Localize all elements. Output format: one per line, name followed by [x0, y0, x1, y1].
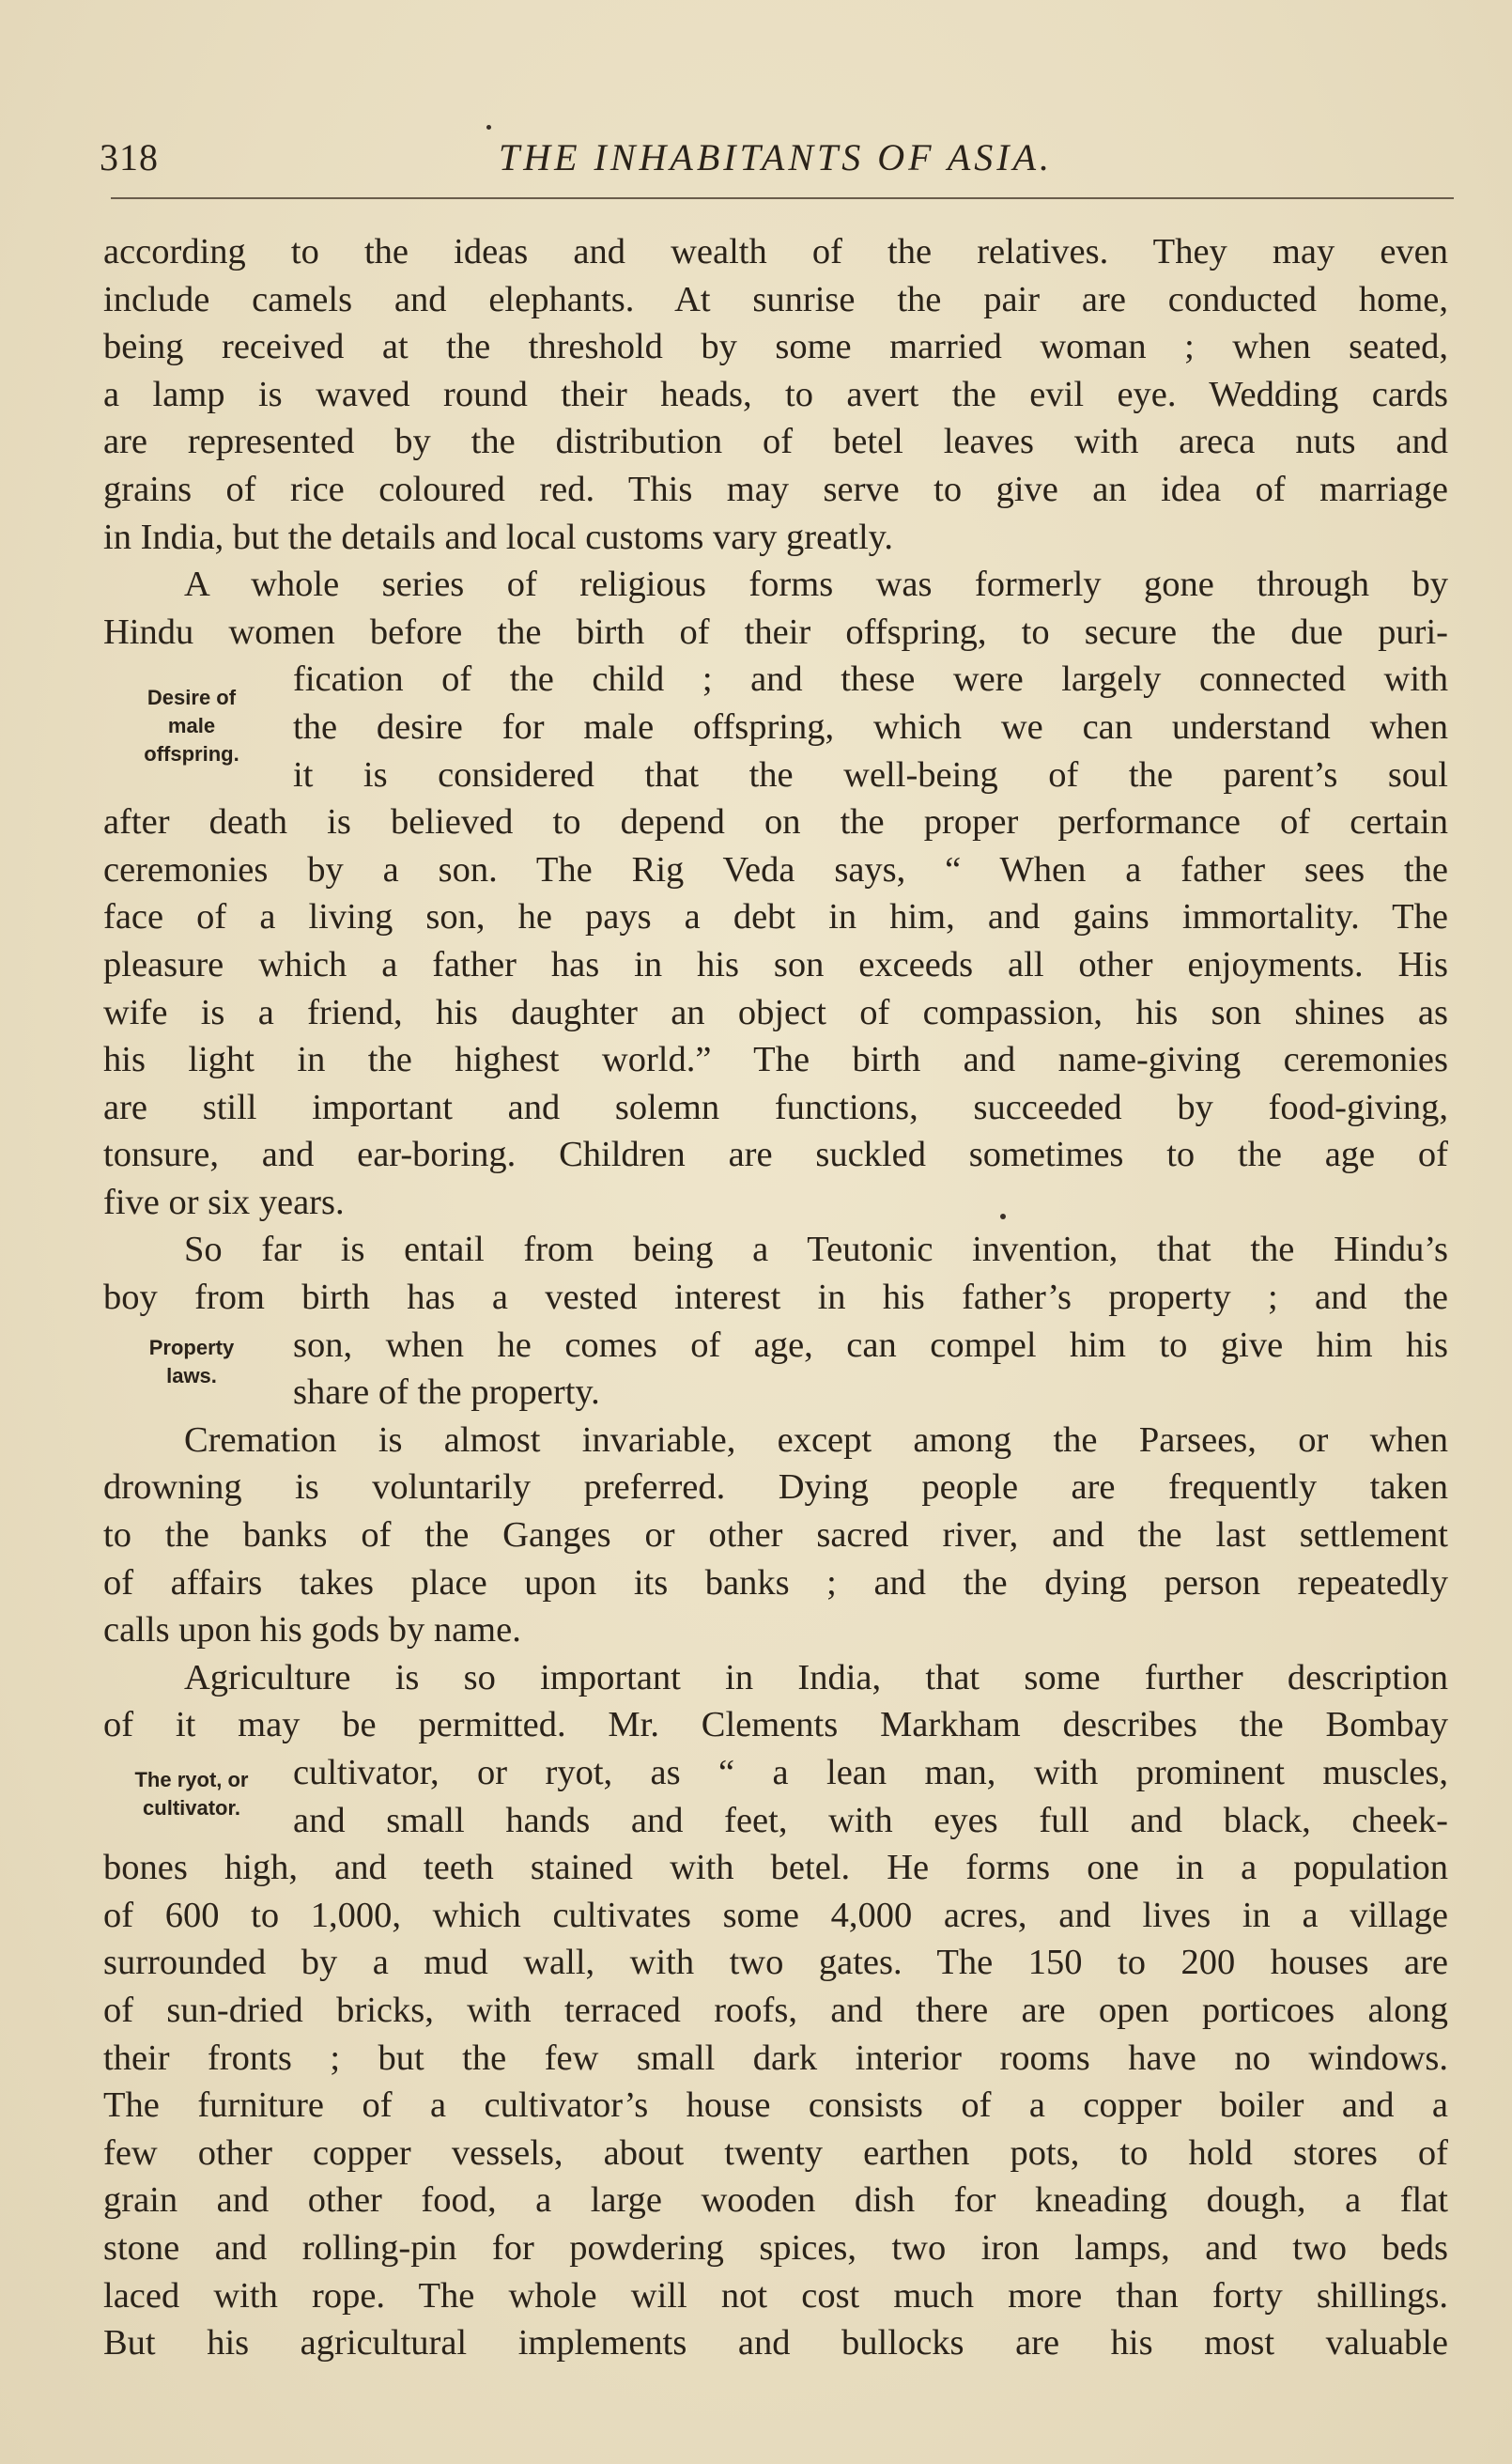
margin-note-property-laws: [98, 1334, 285, 1390]
text-line: a lamp is waved round their heads, to avert the evil eye. Wedding cards: [103, 374, 1448, 414]
margin-note-line: laws.: [166, 1364, 217, 1387]
text-line: to the banks of the Ganges or other sacred river, and the last settlement: [103, 1515, 1448, 1556]
page-header: [100, 132, 1452, 188]
text-line: grains of rice coloured red. This may serve to give an idea of marriage: [103, 469, 1448, 509]
text-line: pleasure which a father has in his son exceeds all other enjoyments. His: [103, 944, 1448, 984]
text-line: include camels and elephants. At sunrise the pair are conducted home,: [103, 279, 1448, 319]
text-line: after death is believed to depend on the proper performance of certain: [103, 802, 1448, 843]
text-line: grain and other food, a large wooden dish for kneading dough, a flat: [103, 2180, 1448, 2221]
text-line: his light in the highest world.” The birth and name-giving ceremonies: [103, 1040, 1448, 1080]
text-line: their fronts ; but the few small dark interior rooms have no windows.: [103, 2038, 1448, 2078]
margin-note-line: male: [167, 714, 216, 737]
text-line: stone and rolling-pin for powdering spices, two iron lamps, and two beds: [103, 2227, 1448, 2268]
text-line: The furniture of a cultivator’s house consists of a copper boiler and a: [103, 2085, 1448, 2126]
text-line: son, when he comes of age, can compel him to give him his: [293, 1325, 1448, 1365]
stray-ink-dot: [1000, 1214, 1006, 1219]
margin-note-line: Property: [148, 1336, 235, 1359]
text-line: Hindu women before the birth of their offspring, to secure the due puri-: [103, 612, 1448, 652]
text-line: Agriculture is so important in India, that some further description: [184, 1657, 1448, 1697]
text-line: being received at the threshold by some married woman ; when seated,: [103, 327, 1448, 367]
margin-note-line: cultivator.: [143, 1796, 240, 1820]
text-line: of 600 to 1,000, which cultivates some 4,000 acres, and lives in a village: [103, 1895, 1448, 1935]
text-line: it is considered that the well-being of the parent’s soul: [293, 754, 1448, 795]
margin-note-line: Desire of: [147, 686, 237, 709]
page-number: 318: [100, 136, 159, 178]
text-line: and small hands and feet, with eyes full and black, cheek-: [293, 1800, 1448, 1840]
text-line: So far is entail from being a Teutonic invention, that the Hindu’s: [184, 1230, 1448, 1270]
text-line: laced with rope. The whole will not cost much more than forty shillings.: [103, 2275, 1448, 2316]
text-line: boy from birth has a vested interest in his father’s property ; and the: [103, 1278, 1448, 1318]
margin-note-line: The ryot, or: [134, 1768, 249, 1791]
text-line: surrounded by a mud wall, with two gates. The 150 to 200 houses are: [103, 1943, 1448, 1983]
text-line: the desire for male offspring, which we can understand when: [293, 706, 1448, 747]
text-line: ceremonies by a son. The Rig Veda says, “ When a father sees the: [103, 849, 1448, 890]
running-title: THE INHABITANTS OF ASIA.: [498, 136, 1054, 178]
text-line: A whole series of religious forms was formerly gone through by: [184, 565, 1448, 605]
margin-note-line: offspring.: [144, 742, 239, 766]
text-line: drowning is voluntarily preferred. Dying people are frequently taken: [103, 1467, 1448, 1508]
text-line: calls upon his gods by name.: [103, 1610, 521, 1650]
text-line: of affairs takes place upon its banks ; and the dying person repeatedly: [103, 1562, 1448, 1603]
text-line: tonsure, and ear-boring. Children are suckled sometimes to the age of: [103, 1135, 1448, 1175]
text-line: fication of the child ; and these were largely connected with: [293, 659, 1448, 700]
text-line: are represented by the distribution of betel leaves with areca nuts and: [103, 422, 1448, 462]
text-line: face of a living son, he pays a debt in him, and gains immortality. The: [103, 897, 1448, 938]
text-line: of it may be permitted. Mr. Clements Markham describes the Bombay: [103, 1705, 1448, 1745]
text-line: according to the ideas and wealth of the relatives. They may even: [103, 232, 1448, 271]
text-line: Cremation is almost invariable, except among the Parsees, or when: [184, 1419, 1448, 1460]
header-rule: [111, 197, 1454, 199]
margin-note-desire-of-offspring: [98, 684, 285, 768]
text-line: five or six years.: [103, 1182, 345, 1222]
text-line: few other copper vessels, about twenty earthen pots, to hold stores of: [103, 2132, 1448, 2173]
text-line: wife is a friend, his daughter an object of compassion, his son shines as: [103, 992, 1448, 1032]
text-line: bones high, and teeth stained with betel. He forms one in a population: [103, 1848, 1448, 1888]
header-ornament-dot: [486, 125, 491, 130]
text-line: cultivator, or ryot, as “ a lean man, with prominent muscles,: [293, 1753, 1448, 1792]
text-line: are still important and solemn functions, succeeded by food-giving,: [103, 1087, 1448, 1127]
text-line: in India, but the details and local customs vary greatly.: [103, 517, 894, 557]
body-text: [103, 228, 1448, 2367]
text-line: But his agricultural implements and bullocks are his most valuable: [103, 2323, 1448, 2363]
text-line: share of the property.: [293, 1372, 600, 1413]
text-line: of sun-dried bricks, with terraced roofs, and there are open porticoes along: [103, 1990, 1448, 2030]
margin-note-the-ryot: [98, 1766, 285, 1822]
